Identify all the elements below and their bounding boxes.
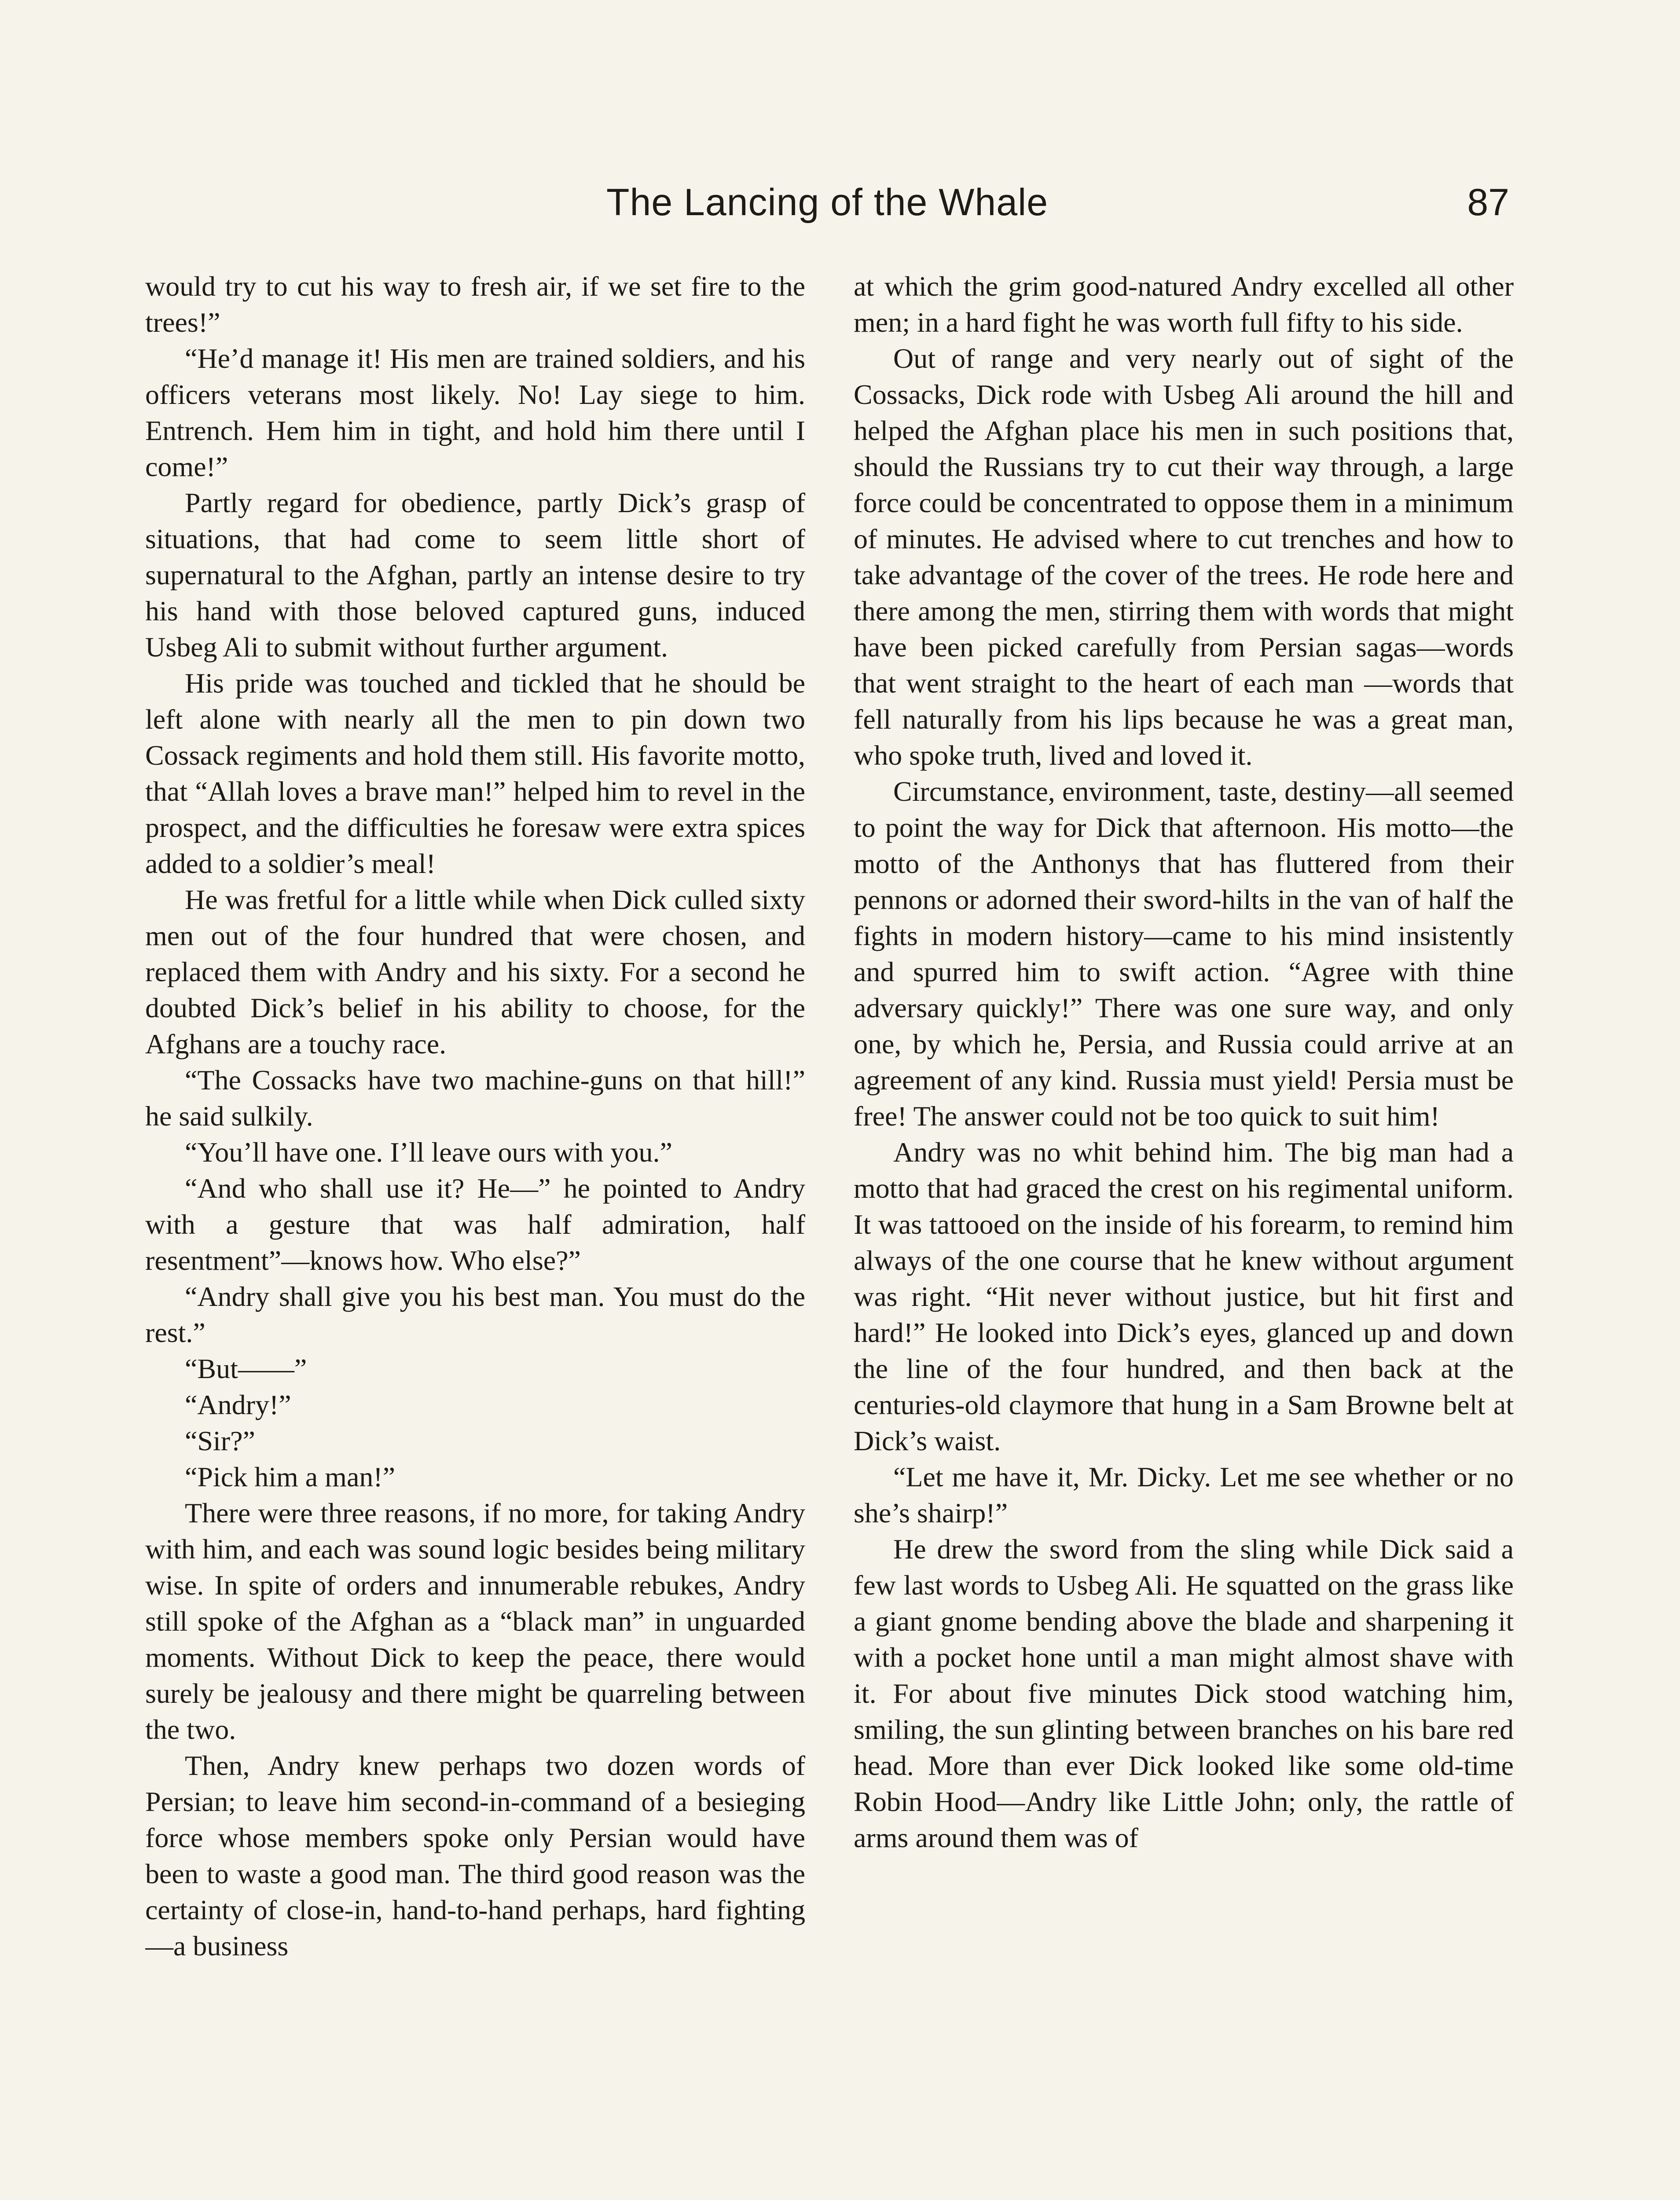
page-number: 87 [1467, 181, 1509, 224]
paragraph: Partly regard for obedience, partly Dick’s grasp of situations, that had come to seem little short of supernatural to the Afghan, partly an intense desire to try his hand with those beloved captured guns, induced Usbeg Ali to submit without further argument. [145, 487, 805, 663]
paragraph: “You’ll have one. I’ll leave ours with you.” [185, 1137, 672, 1168]
paragraph: “Let me have it, Mr. Dicky. Let me see whether or no she’s shairp!” [854, 1461, 1514, 1529]
paragraph: “Pick him a man!” [185, 1461, 396, 1492]
paragraph: “But——” [185, 1353, 307, 1384]
paragraph: His pride was touched and tickled that he should be left alone with nearly all the men to pin down two Cossack regiments and hold them still. His favorite motto, that “Allah loves a brave man!” helped him to revel in the prospect, and the difficulties he foresaw were extra spices added to a soldier’s meal! [145, 667, 805, 879]
page-header [145, 176, 1509, 238]
running-title: The Lancing of the Whale [606, 181, 1049, 224]
paragraph: “Andry shall give you his best man. You must do the rest.” [145, 1281, 805, 1348]
paragraph: at which the grim good-natured Andry excelled all other men; in a hard fight he was worth full fifty to his side. [854, 271, 1514, 338]
paragraph: He was fretful for a little while when Dick culled sixty men out of the four hundred that were chosen, and replaced them with Andry and his sixty. For a second he doubted Dick’s belief in his ability to choose, for the Afghans are a touchy race. [145, 884, 805, 1060]
paragraph: Andry was no whit behind him. The big man had a motto that had graced the crest on his regimental uniform. It was tattooed on the inside of his forearm, to remind him always of the one course that he knew without argument was right. “Hit never without justice, but hit first and hard!” He looked into Dick’s eyes, glanced up and down the line of the four hundred, and then back at the centuries-old claymore that hung in a Sam Browne belt at Dick’s waist. [854, 1137, 1514, 1456]
paragraph: “Andry!” [185, 1389, 291, 1420]
paragraph: Circumstance, environment, taste, destiny—all seemed to point the way for Dick that afternoon. His motto—the motto of the Anthonys that has fluttered from their pennons or adorned their sword-hilts in the van of half the fights in modern history—came to his mind insistently and spurred him to swift action. “Agree with thine adversary quickly!” There was one sure way, and only one, by which he, Persia, and Russia could arrive at an agreement of any kind. Russia must yield! Persia must be free! The answer could not be too quick to suit him! [854, 776, 1514, 1132]
paragraph: “The Cossacks have two machine-guns on that hill!” he said sulkily. [145, 1064, 805, 1132]
paragraph: “Sir?” [185, 1425, 255, 1456]
paragraph: would try to cut his way to fresh air, if we set fire to the trees!” [145, 271, 805, 338]
paragraph: “And who shall use it? He—” he pointed to Andry with a gesture that was half admiration, half resentment”—knows how. Who else?” [145, 1173, 805, 1276]
paragraph: Then, Andry knew perhaps two dozen words of Persian; to leave him second-in-command of a besieging force whose members spoke only Persian would have been to waste a good man. The third good reason was the certainty of close-in, hand-to-hand perhaps, hard fighting—a business [145, 1750, 805, 1962]
paragraph: He drew the sword from the sling while Dick said a few last words to Usbeg Ali. He squatted on the grass like a giant gnome bending above the blade and sharpening it with a pocket hone until a man might almost shave with it. For about five minutes Dick stood watching him, smiling, the sun glinting between branches on his bare red head. More than ever Dick looked like some old-time Robin Hood—Andry like Little John; only, the rattle of arms around them was of [854, 1533, 1514, 1853]
text-column-right [854, 268, 1514, 2200]
text-column-left [145, 268, 805, 2200]
paragraph: There were three reasons, if no more, for taking Andry with him, and each was sound logic besides being military wise. In spite of orders and innumerable rebukes, Andry still spoke of the Afghan as a “black man” in unguarded moments. Without Dick to keep the peace, there would surely be jealousy and there might be quarreling between the two. [145, 1497, 805, 1745]
paragraph: Out of range and very nearly out of sight of the Cossacks, Dick rode with Usbeg Ali around the hill and helped the Afghan place his men in such positions that, should the Russians try to cut their way through, a large force could be concentrated to oppose them in a minimum of minutes. He advised where to cut trenches and how to take advantage of the cover of the trees. He rode here and there among the men, stirring them with words that might have been picked carefully from Persian sagas—words that went straight to the heart of each man —words that fell naturally from his lips because he was a great man, who spoke truth, lived and loved it. [854, 343, 1514, 771]
paragraph: “He’d manage it! His men are trained soldiers, and his officers veterans most likely. No! Lay siege to him. Entrench. Hem him in tight, and hold him there until I come!” [145, 343, 805, 482]
